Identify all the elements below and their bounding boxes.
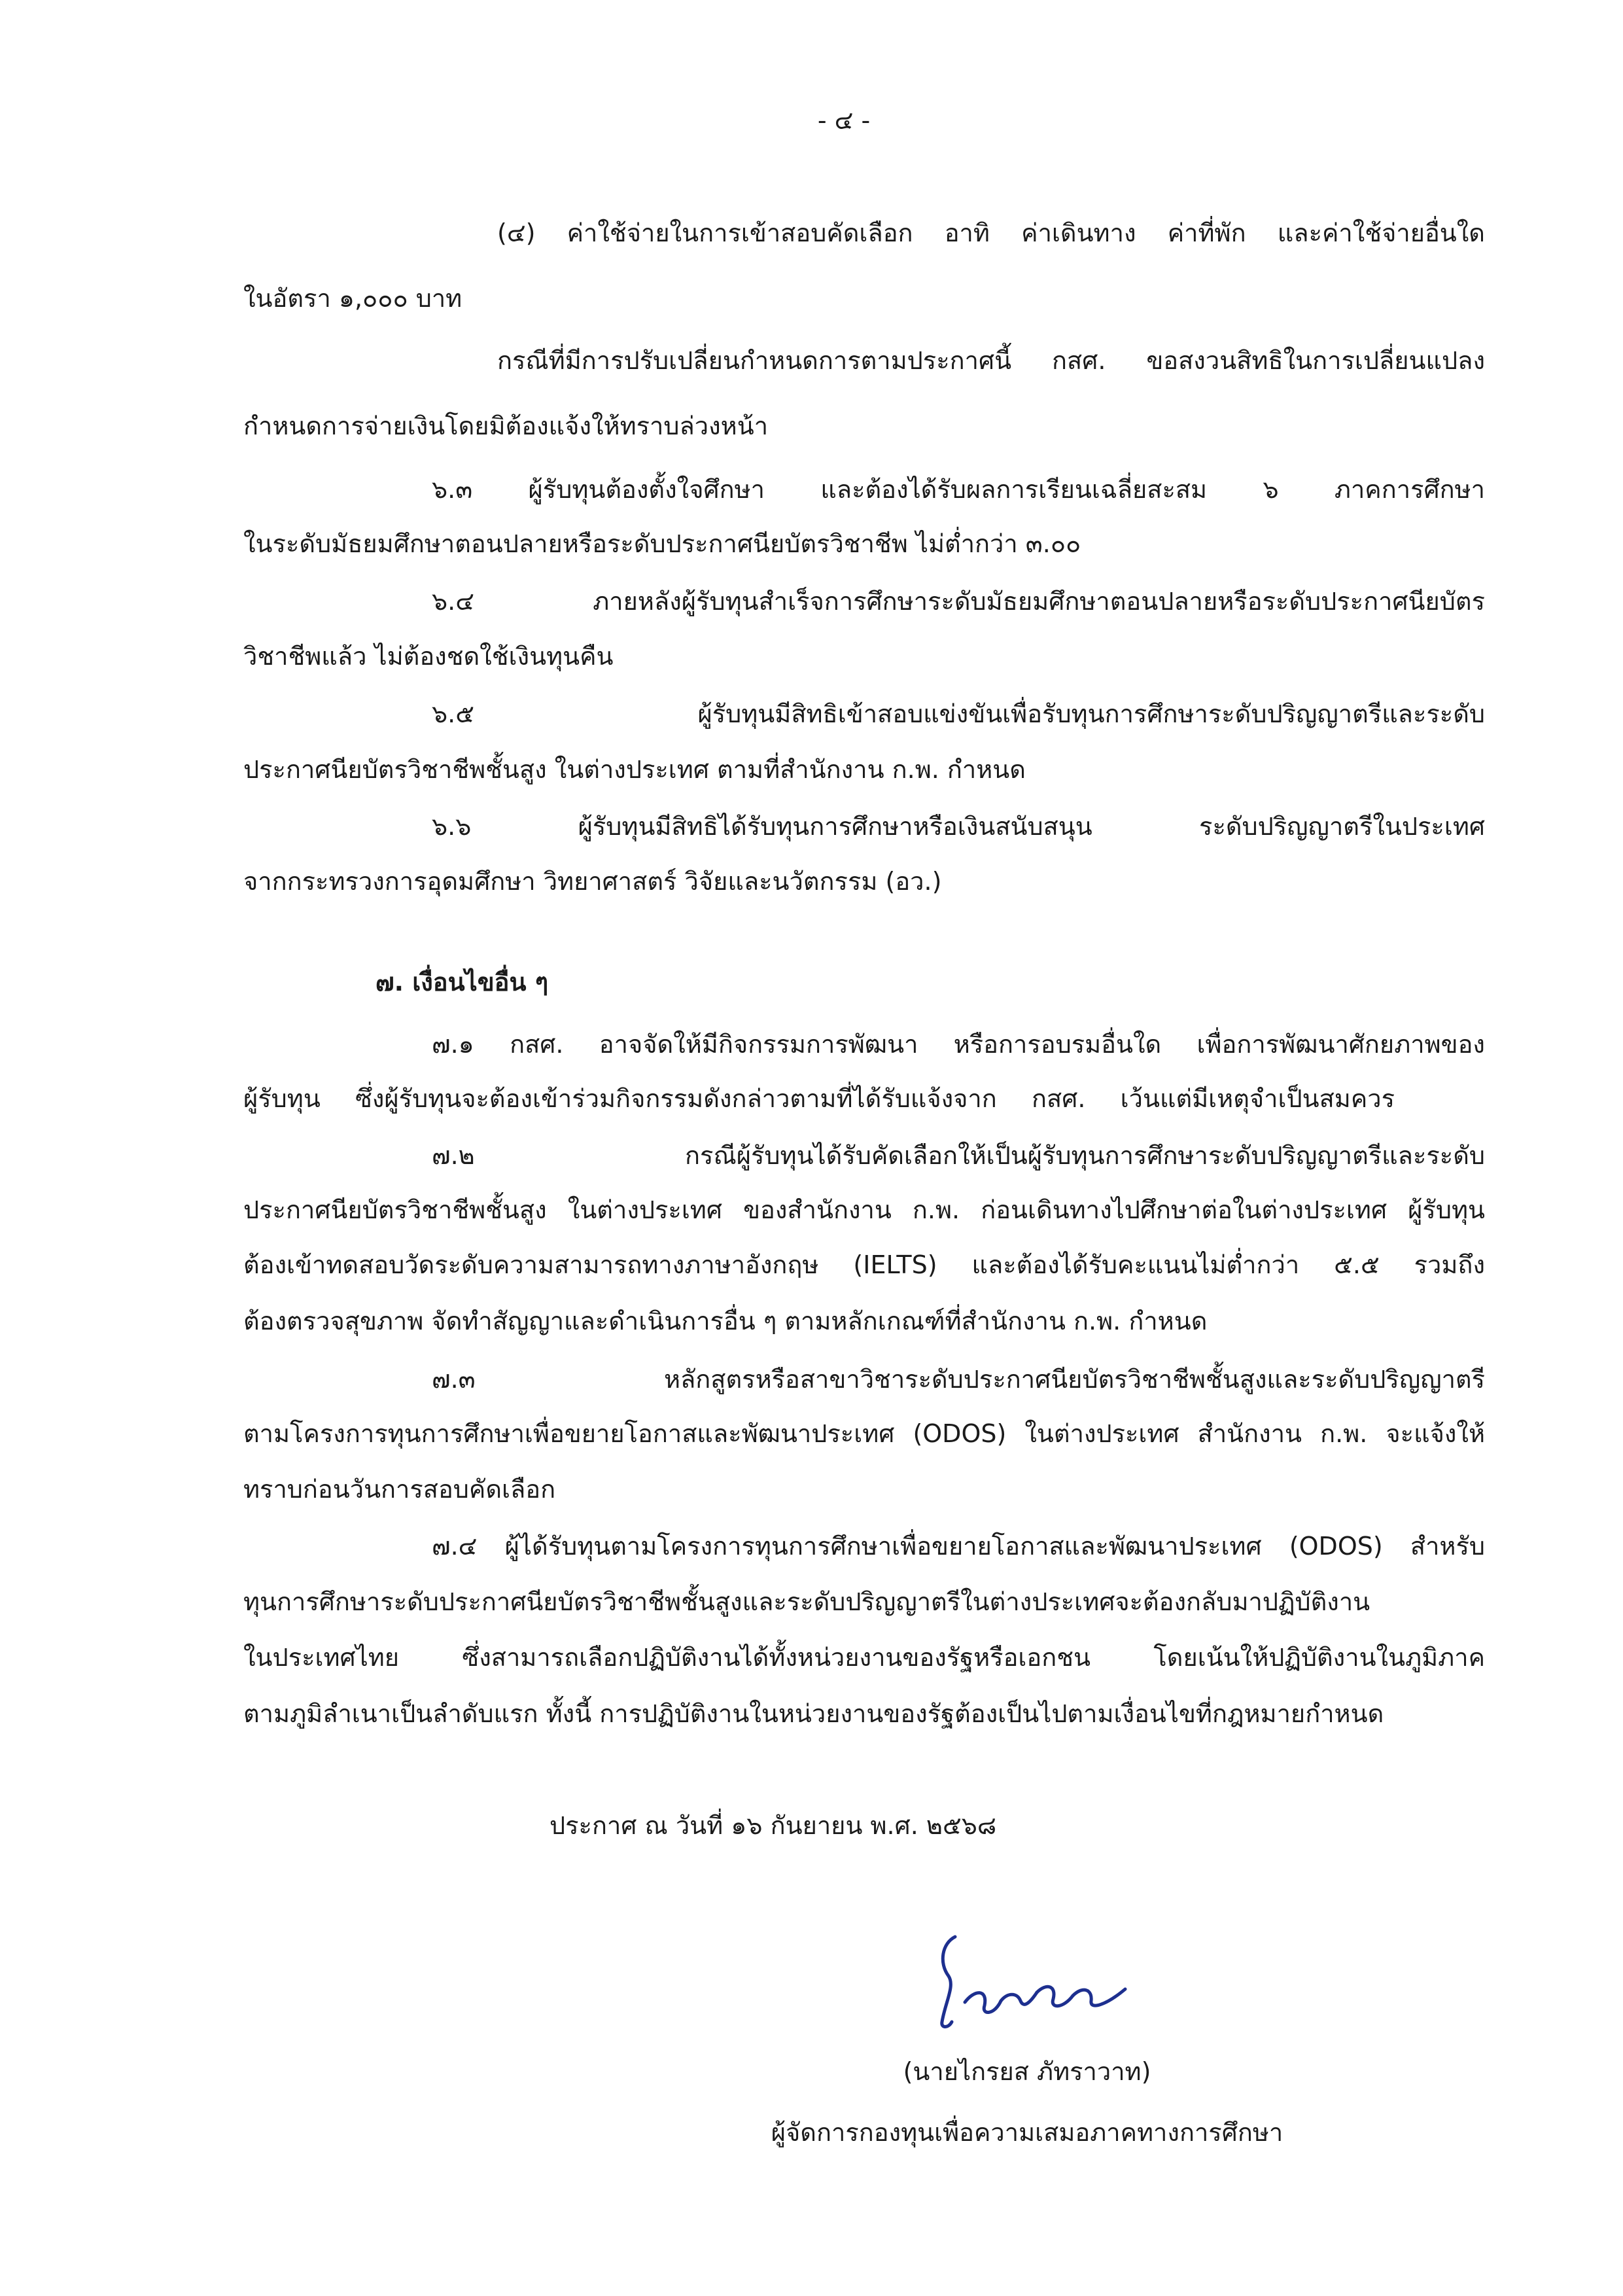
- section-6-3-line-2: ในระดับมัธยมศึกษาตอนปลายหรือระดับประกาศนียบัตรวิชาชีพ ไม่ต่ำกว่า ๓.๐๐: [243, 529, 1081, 558]
- signature-strokes: [942, 1937, 1125, 2027]
- section-7-4-line-4: ตามภูมิลำเนาเป็นลำดับแรก ทั้งนี้ การปฏิบัติงานในหน่วยงานของรัฐต้องเป็นไปตามเงื่อนไขที่กฎหมายกำหนด: [243, 1699, 1384, 1728]
- section-7-4-line-2: ทุนการศึกษาระดับประกาศนียบัตรวิชาชีพชั้นสูงและระดับปริญญาตรีในต่างประเทศจะต้องกลับมาปฏิบัติงาน: [243, 1587, 1370, 1616]
- item-4-line-1: (๔) ค่าใช้จ่ายในการเข้าสอบคัดเลือก อาทิ ค่าเดินทาง ค่าที่พัก และค่าใช้จ่ายอื่นใด: [497, 219, 1485, 247]
- section-7-3-line-1: ๗.๓ หลักสูตรหรือสาขาวิชาระดับประกาศนียบัตรวิชาชีพชั้นสูงและระดับปริญญาตรี: [432, 1365, 1485, 1394]
- note-line-2: กำหนดการจ่ายเงินโดยมิต้องแจ้งให้ทราบล่วงหน้า: [243, 412, 769, 440]
- section-7-2-line-2: ประกาศนียบัตรวิชาชีพชั้นสูง ในต่างประเทศ ของสำนักงาน ก.พ. ก่อนเดินทางไปศึกษาต่อในต่างประเทศ ผู้รับทุน: [243, 1195, 1485, 1224]
- page-number: - ๔ -: [817, 106, 871, 135]
- section-6-3-line-1: ๖.๓ ผู้รับทุนต้องตั้งใจศึกษา และต้องได้รับผลการเรียนเฉลี่ยสะสม ๖ ภาคการศึกษา: [432, 475, 1485, 504]
- section-7-1-line-2: ผู้รับทุน ซึ่งผู้รับทุนจะต้องเข้าร่วมกิจกรรมดังกล่าวตามที่ได้รับแจ้งจาก กสศ. เว้นแต่มีเหตุจำเป็นสมควร: [243, 1084, 1395, 1113]
- section-7-4-line-3: ในประเทศไทย ซึ่งสามารถเลือกปฏิบัติงานได้ทั้งหน่วยงานของรัฐหรือเอกชน โดยเน้นให้ปฏิบัติงานในภูมิภาค: [243, 1643, 1485, 1672]
- section-7-1-line-1: ๗.๑ กสศ. อาจจัดให้มีกิจกรรมการพัฒนา หรือการอบรมอื่นใด เพื่อการพัฒนาศักยภาพของ: [432, 1030, 1485, 1059]
- section-6-4-line-1: ๖.๔ ภายหลังผู้รับทุนสำเร็จการศึกษาระดับมัธยมศึกษาตอนปลายหรือระดับประกาศนียบัตร: [432, 587, 1485, 616]
- section-7-2-line-3: ต้องเข้าทดสอบวัดระดับความสามารถทางภาษาอังกฤษ (IELTS) และต้องได้รับคะแนนไม่ต่ำกว่า ๕.๕ รวมถึง: [243, 1250, 1485, 1279]
- section-7-2-line-4: ต้องตรวจสุขภาพ จัดทำสัญญาและดำเนินการอื่น ๆ ตามหลักเกณฑ์ที่สำนักงาน ก.พ. กำหนด: [243, 1307, 1208, 1335]
- signatory-name: (นายไกรยส ภัทราวาท): [903, 2057, 1151, 2086]
- item-4-line-2: ในอัตรา ๑,๐๐๐ บาท: [243, 284, 462, 313]
- note-line-1: กรณีที่มีการปรับเปลี่ยนกำหนดการตามประกาศนี้ กสศ. ขอสงวนสิทธิในการเปลี่ยนแปลง: [497, 346, 1485, 375]
- section-6-5-line-1: ๖.๕ ผู้รับทุนมีสิทธิเข้าสอบแข่งขันเพื่อรับทุนการศึกษาระดับปริญญาตรีและระดับ: [432, 699, 1485, 728]
- section-6-6-line-2: จากกระทรวงการอุดมศึกษา วิทยาศาสตร์ วิจัยและนวัตกรรม (อว.): [243, 867, 942, 896]
- announcement-date: ประกาศ ณ วันที่ ๑๖ กันยายน พ.ศ. ๒๕๖๘: [550, 1811, 997, 1840]
- section-7-3-line-2: ตามโครงการทุนการศึกษาเพื่อขยายโอกาสและพัฒนาประเทศ (ODOS) ในต่างประเทศ สำนักงาน ก.พ. จะแจ้งให้: [243, 1419, 1485, 1448]
- section-7-4-line-1: ๗.๔ ผู้ได้รับทุนตามโครงการทุนการศึกษาเพื่อขยายโอกาสและพัฒนาประเทศ (ODOS) สำหรับ: [432, 1532, 1485, 1561]
- signatory-title: ผู้จัดการกองทุนเพื่อความเสมอภาคทางการศึกษา: [771, 2118, 1283, 2147]
- section-7-heading: ๗. เงื่อนไขอื่น ๆ: [375, 968, 549, 997]
- section-7-2-line-1: ๗.๒ กรณีผู้รับทุนได้รับคัดเลือกให้เป็นผู้รับทุนการศึกษาระดับปริญญาตรีและระดับ: [432, 1141, 1485, 1170]
- section-6-4-line-2: วิชาชีพแล้ว ไม่ต้องชดใช้เงินทุนคืน: [243, 642, 614, 671]
- section-7-3-line-3: ทราบก่อนวันการสอบคัดเลือก: [243, 1475, 556, 1504]
- signature-image: [916, 1924, 1138, 2041]
- section-6-6-line-1: ๖.๖ ผู้รับทุนมีสิทธิได้รับทุนการศึกษาหรือเงินสนับสนุน ระดับปริญญาตรีในประเทศ: [432, 812, 1485, 841]
- section-6-5-line-2: ประกาศนียบัตรวิชาชีพชั้นสูง ในต่างประเทศ ตามที่สำนักงาน ก.พ. กำหนด: [243, 755, 1026, 784]
